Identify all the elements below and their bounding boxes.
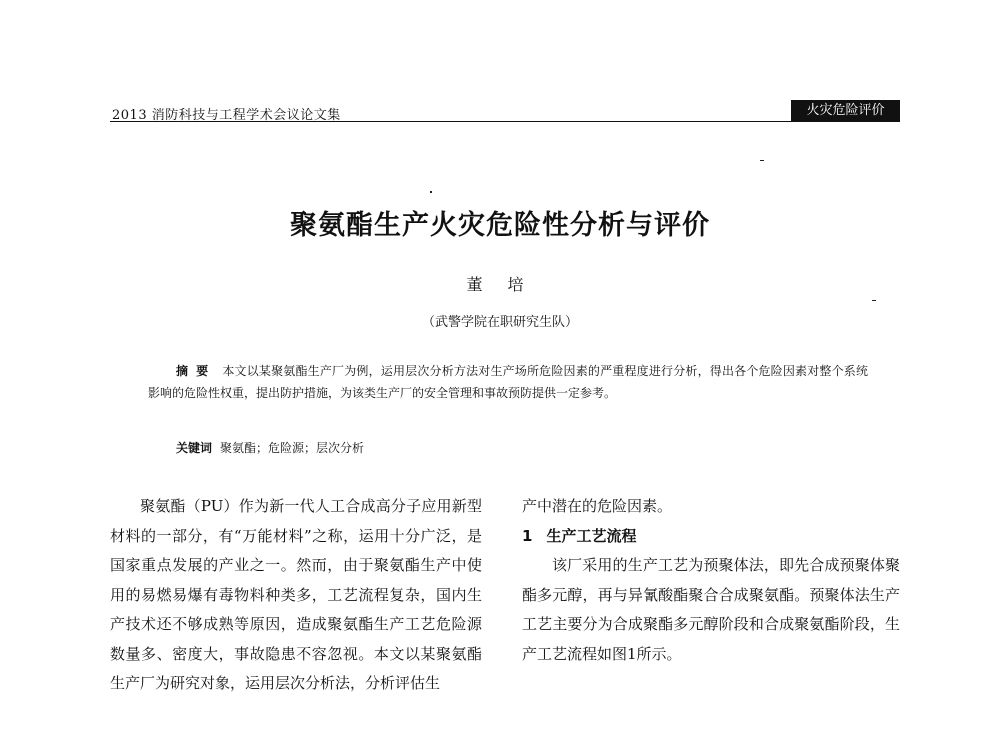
header-rule xyxy=(110,121,900,122)
keywords-label: 关键词 xyxy=(176,441,213,455)
running-header: 2013 消防科技与工程学术会议论文集 xyxy=(112,108,341,123)
section-title: 生产工艺流程 xyxy=(546,526,637,545)
keywords xyxy=(176,439,364,456)
section-number: 1 xyxy=(522,526,533,545)
scan-speck xyxy=(872,300,876,301)
scan-speck xyxy=(430,191,432,193)
left-column xyxy=(110,492,482,699)
abstract xyxy=(148,360,868,404)
section-heading xyxy=(522,522,900,552)
intro-paragraph: 聚氨酯（PU）作为新一代人工合成高分子应用新型材料的一部分，有“万能材料”之称，运用十分广泛，是国家重点发展的产业之一。然而，由于聚氨酯生产中使用的易燃易爆有毒物料种类多，工艺流程复杂，国内生产技术还不够成熟等原因，造成聚氨酯生产工艺危险源数量多、密度大，事故隐患不容忽视。本文以某聚氨酯生产厂为研究对象，运用层次分析法，分析评估生 xyxy=(110,497,482,692)
keywords-text: 聚氨酯；危险源；层次分析 xyxy=(220,441,365,455)
section-tag: 火灾危险评价 xyxy=(791,100,900,121)
paper-title: 聚氨酯生产火灾危险性分析与评价 xyxy=(290,210,710,241)
author: 董 培 xyxy=(466,275,534,294)
process-paragraph: 该厂采用的生产工艺为预聚体法，即先合成预聚体聚酯多元醇，再与异氰酸酯聚合合成聚氨酯。预聚体法生产工艺主要分为合成聚酯多元醇阶段和合成聚氨酯阶段，生产工艺流程如图1所示。 xyxy=(522,556,900,663)
abstract-label: 摘要 xyxy=(176,364,217,378)
affiliation: （武警学院在职研究生队） xyxy=(421,315,578,330)
intro-continuation: 产中潜在的危险因素。 xyxy=(522,497,673,515)
abstract-text: 本文以某聚氨酯生产厂为例，运用层次分析方法对生产场所危险因素的严重程度进行分析，得出各个危险因素对整个系统影响的危险性权重，提出防护措施，为该类生产厂的安全管理和事故预防提供一定参考。 xyxy=(148,364,868,400)
right-column xyxy=(522,492,900,669)
scan-speck xyxy=(760,160,764,161)
